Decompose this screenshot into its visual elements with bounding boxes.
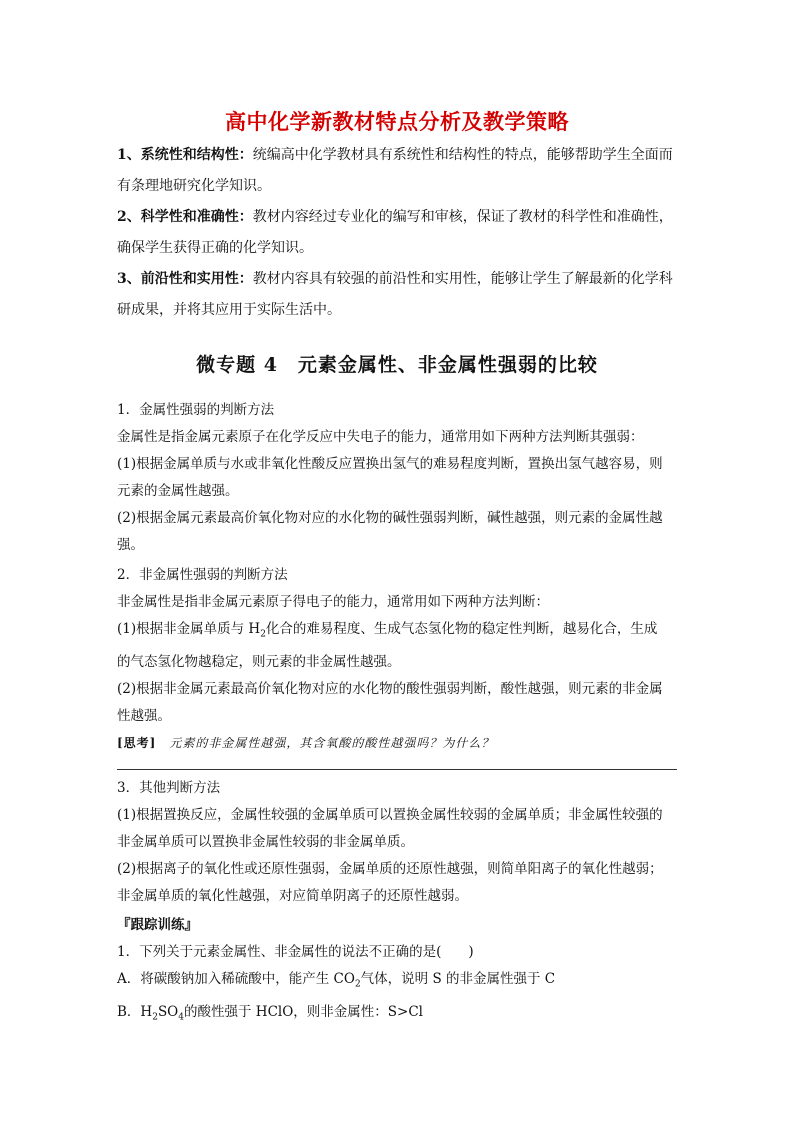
question: 1．下列关于元素金属性、非金属性的说法不正确的是( ) bbox=[117, 944, 474, 960]
option-b: B．$H_2SO_4$的酸性强于 HClO，则非金属性：S>Cl bbox=[117, 1003, 423, 1023]
intro-text-cont: 研成果，并将其应用于实际生活中。 bbox=[117, 302, 341, 318]
intro-text-cont: 有条理地研究化学知识。 bbox=[117, 178, 271, 194]
intro-label: 3、前沿性和实用性： bbox=[117, 271, 253, 287]
paragraph: (1)根据非金属单质与 $H_2$化合的难易程度、生成气态氢化物的稳定性判断，越易化合，生成 bbox=[117, 621, 658, 640]
think-prompt bbox=[117, 730, 687, 757]
intro-label: 1、系统性和结构性： bbox=[117, 147, 253, 163]
intro-text-cont: 确保学生获得正确的化学知识。 bbox=[117, 240, 313, 256]
section-heading: 1．金属性强弱的判断方法 bbox=[117, 402, 275, 418]
think-text: 元素的非金属性越强，其含氧酸的酸性越强吗？为什么？ bbox=[169, 735, 495, 750]
intro-item-3 bbox=[117, 264, 687, 326]
nonmetal-section bbox=[117, 562, 687, 757]
option-a: A．将碳酸钠加入稀硫酸中，能产生 $CO_2$气体，说明 S 的非金属性强于 C bbox=[117, 971, 556, 990]
paragraph: 的气态氢化物越稳定，则元素的非金属性越强。 bbox=[117, 653, 401, 670]
paragraph: 强。 bbox=[117, 537, 144, 553]
intro-item-1 bbox=[117, 140, 687, 202]
section-heading: 3．其他判断方法 bbox=[117, 780, 221, 796]
section-heading: 2．非金属性强弱的判断方法 bbox=[117, 567, 288, 583]
paragraph: (2)根据离子的氧化性或还原性强弱，金属单质的还原性越强，则简单阳离子的氧化性越弱； bbox=[117, 861, 663, 877]
paragraph: 元素的金属性越强。 bbox=[117, 483, 239, 499]
paragraph: (2)根据非金属元素最高价氧化物对应的水化物的酸性强弱判断，酸性越强，则元素的非金属 bbox=[117, 680, 663, 697]
paragraph: 非金属性是指非金属元素原子得电子的能力，通常用如下两种方法判断： bbox=[117, 594, 549, 610]
page-title: 高中化学新教材特点分析及教学策略 bbox=[225, 110, 569, 134]
practice-section bbox=[117, 912, 687, 1031]
intro-text: 统编高中化学教材具有系统性和结构性的特点，能够帮助学生全面而 bbox=[252, 147, 673, 163]
paragraph: 金属性是指金属元素原子在化学反应中失电子的能力，通常用如下两种方法判断其强弱： bbox=[117, 429, 644, 445]
intro-item-2 bbox=[117, 202, 687, 264]
divider-line bbox=[117, 769, 677, 770]
paragraph: (1)根据金属单质与水或非氧化性酸反应置换出氢气的难易程度判断，置换出氢气越容易，则 bbox=[117, 456, 663, 472]
intro-text: 教材内容具有较强的前沿性和实用性，能够让学生了解最新的化学科 bbox=[252, 271, 673, 287]
think-tag: [思考] bbox=[117, 735, 157, 750]
other-section bbox=[117, 775, 687, 910]
practice-heading: 『跟踪训练』 bbox=[117, 917, 198, 933]
paragraph: 性越强。 bbox=[117, 707, 171, 724]
intro-text: 教材内容经过专业化的编写和审核，保证了教材的科学性和准确性， bbox=[252, 209, 673, 225]
paragraph: (1)根据置换反应，金属性较强的金属单质可以置换金属性较弱的金属单质；非金属性较强的 bbox=[117, 807, 663, 823]
intro-label: 2、科学性和准确性： bbox=[117, 209, 253, 225]
paragraph: 非金属单质可以置换非金属性较弱的非金属单质。 bbox=[117, 834, 414, 850]
paragraph: (2)根据金属元素最高价氧化物对应的水化物的碱性强弱判断，碱性越强，则元素的金属性越 bbox=[117, 510, 663, 526]
metal-section bbox=[117, 397, 687, 559]
paragraph: 非金属单质的氧化性越强，对应简单阴离子的还原性越弱。 bbox=[117, 888, 468, 904]
section-title: 微专题 4 元素金属性、非金属性强弱的比较 bbox=[196, 354, 598, 376]
